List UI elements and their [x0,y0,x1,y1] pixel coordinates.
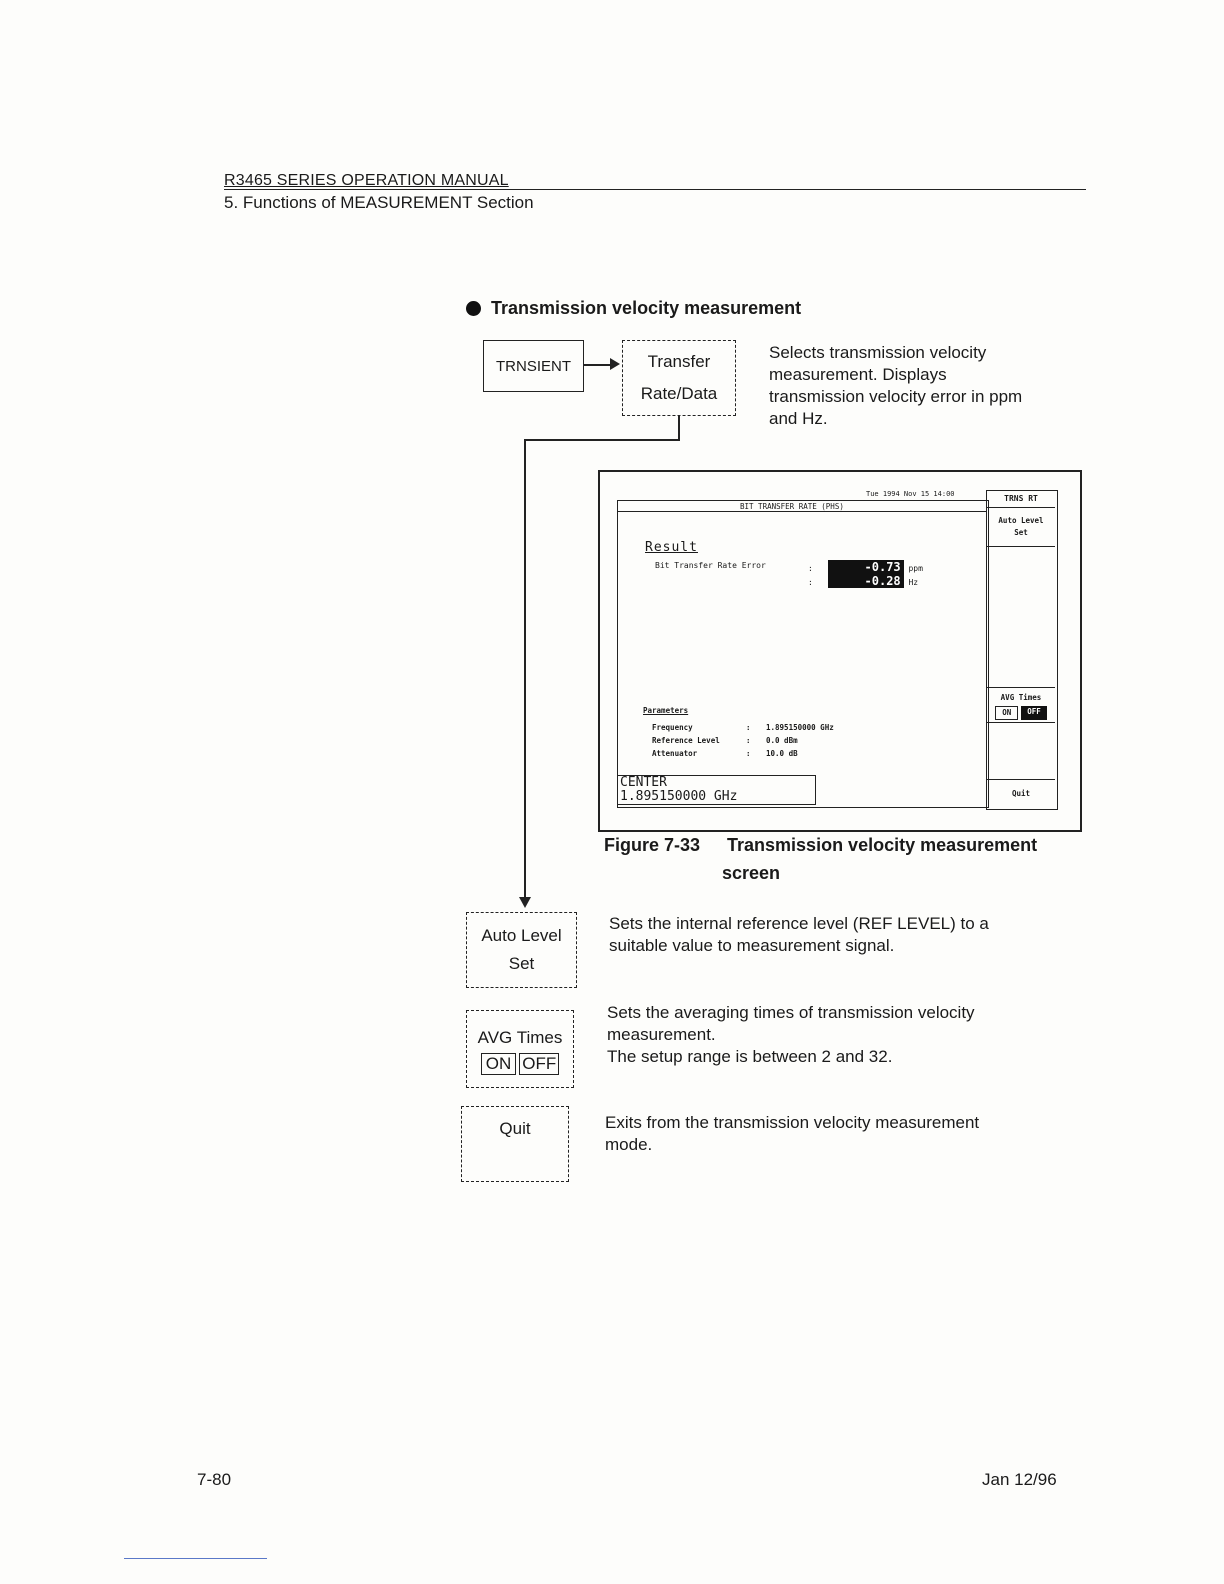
screen-title: BIT TRANSFER RATE (PHS) [740,502,844,511]
page-number: 7-80 [197,1470,232,1489]
auto-level-set-key[interactable] [466,912,577,988]
param-label: Frequency [652,723,693,732]
param-value: 0.0 dBm [766,736,798,745]
screen-title-rule [617,511,987,512]
section-heading-text: Transmission velocity measurement [491,298,802,318]
transfer-desc-line: transmission velocity error in ppm [769,387,1023,406]
desc-line: Sets the internal reference level (REF LEVEL) to a [609,914,989,933]
param-value: 10.0 dB [766,749,798,758]
auto-level-key-line2: Set [508,954,535,973]
result-value-hz: -0.28 [828,574,904,588]
desc-line: Sets the averaging times of transmission velocity [607,1003,975,1022]
avg-on-off-group [481,1053,560,1075]
connector-line [524,439,526,899]
result-row-hz [808,574,948,588]
desc-line: mode. [605,1135,653,1154]
transfer-rate-data-key[interactable] [622,340,736,416]
transfer-description [769,342,1022,430]
params-heading: Parameters [643,706,689,715]
result-value-ppm: -0.73 [828,560,904,574]
center-frequency-box [617,775,816,805]
param-row [652,734,834,747]
trnsient-key-label: TRNSIENT [496,357,571,375]
softkey-header: TRNS RT [987,491,1055,508]
param-sep: : [746,749,751,758]
param-label: Attenuator [652,749,698,758]
avg-on-option[interactable]: ON [481,1053,517,1075]
auto-level-description [609,913,989,957]
transfer-desc-line: Selects transmission velocity [769,343,987,362]
avg-off-option[interactable]: OFF [519,1053,559,1075]
transfer-desc-line: measurement. Displays [769,365,947,384]
transfer-key-line1: Transfer [647,352,711,371]
desc-line: Exits from the transmission velocity measurement [605,1113,980,1132]
result-sep: : [808,564,813,573]
connector-line [678,416,680,440]
figure-caption [604,835,1037,856]
softkey-quit[interactable]: Quit [987,779,1055,808]
bullet-icon [466,301,481,316]
param-value: 1.895150000 GHz [766,723,834,732]
screen-softkey-panel [986,490,1058,810]
softkey-on: ON [995,706,1018,720]
center-label: CENTER [620,775,667,790]
manual-title: R3465 SERIES OPERATION MANUAL [224,172,509,189]
softkey-on-off [987,706,1055,720]
section-title: 5. Functions of MEASUREMENT Section [224,193,534,212]
desc-line: suitable value to measurement signal. [609,936,895,955]
section-heading [466,298,801,319]
center-value: 1.895150000 GHz [620,789,738,804]
result-row-ppm [808,560,948,574]
result-label: Bit Transfer Rate Error [655,561,766,570]
result-unit-hz: Hz [908,578,919,587]
param-sep: : [746,723,751,732]
connector-line [524,439,680,441]
header-rule [224,189,1086,190]
softkey-avg-label: AVG Times [1000,693,1042,702]
param-row [652,721,834,734]
params-list [652,721,834,760]
footer-rule [124,1558,267,1559]
quit-key[interactable] [461,1106,569,1182]
desc-line: The setup range is between 2 and 32. [607,1047,893,1066]
result-sep: : [808,578,813,587]
figure-caption-line1: Transmission velocity measurement [727,835,1038,855]
figure-number: Figure 7-33 [604,835,701,855]
quit-description [605,1112,979,1156]
arrow-down-icon [519,897,531,908]
softkey-auto-level[interactable] [987,509,1055,547]
softkey-off: OFF [1021,706,1047,720]
trnsient-key[interactable] [483,340,584,392]
desc-line: measurement. [607,1025,716,1044]
avg-times-description [607,1002,975,1068]
footer-date: Jan 12/96 [982,1470,1057,1489]
quit-key-label: Quit [499,1119,531,1138]
param-row [652,747,834,760]
param-sep: : [746,736,751,745]
avg-times-key-label: AVG Times [477,1028,563,1047]
softkey-avg-times[interactable] [987,687,1055,723]
avg-times-key[interactable] [466,1010,574,1088]
transfer-desc-line: and Hz. [769,409,828,428]
softkey-auto-level-line1: Auto Level [998,516,1044,525]
param-label: Reference Level [652,736,720,745]
arrow-head-icon [610,358,620,370]
result-unit-ppm: ppm [908,564,923,573]
result-heading: Result [645,540,698,555]
transfer-key-line2: Rate/Data [640,384,718,403]
softkey-auto-level-line2: Set [1014,528,1028,537]
screen-datetime: Tue 1994 Nov 15 14:00 [866,490,955,498]
figure-caption-line2: screen [722,863,781,883]
auto-level-key-line1: Auto Level [481,926,562,945]
